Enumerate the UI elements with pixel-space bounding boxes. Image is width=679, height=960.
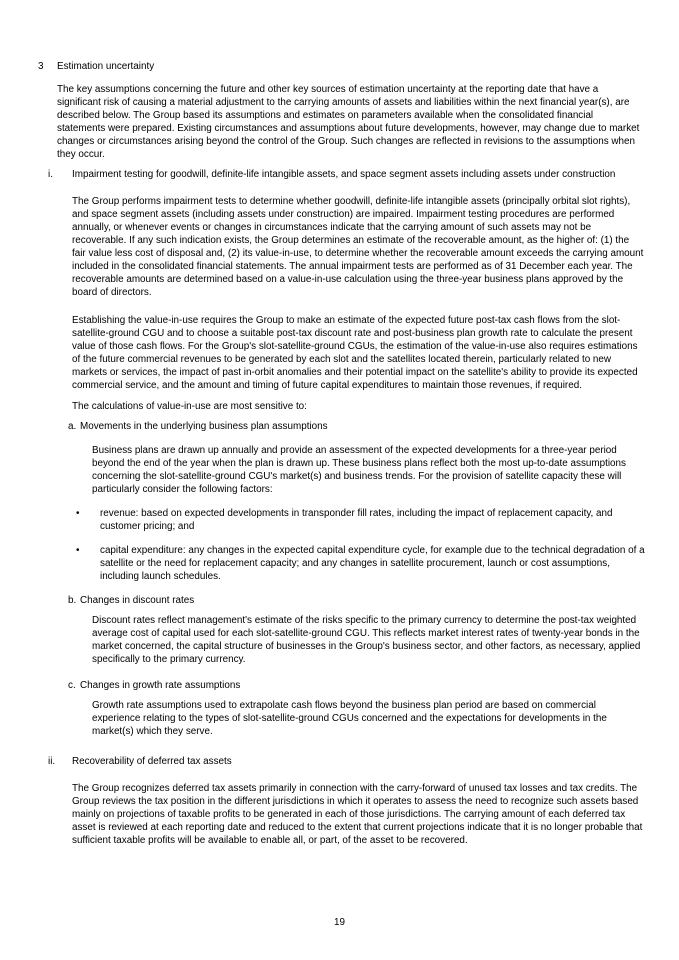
deferred-tax-paragraph: The Group recognizes deferred tax assets primarily in connection with the carry-forward of unused tax losses and tax credits. The Group reviews the tax position in the different jurisdictions in which it operates to assess the need to recognize such assets based mainly on projections of taxable profits to be generated in each of those jurisdictions. The carrying amount of each deferred tax asset is reviewed at each reporting date and reduced to the extent that current projections indicate that it is no longer probable that sufficient taxable profits will be available to enable all, or part, of the asset to be recovered. [72, 783, 643, 846]
section-heading [38, 60, 645, 73]
impairment-paragraph-2: Establishing the value-in-use requires the Group to make an estimate of the expected future post-tax cash flows from the slot-satellite-ground CGU and to choose a suitable post-tax discount rate and post-business plan growth rate to calculate the present value of those cash flows. For the Group's slot-satellite-ground CGUs, the estimation of the value-in-use also requires estimations of the future commercial revenues to be generated by each slot and the satellites located therein, particularly related to new markets or services, the impact of past in-orbit anomalies and their potential impact on the satellite's ability to provide its expected commercial service, and the amount and timing of future capital expenditures to maintain those revenues, if required. [72, 315, 638, 391]
sub-item-b-heading [68, 594, 645, 607]
bullet-capital-expenditure [76, 544, 645, 583]
item-i-heading [48, 168, 645, 181]
business-plan-paragraph: Business plans are drawn up annually and provide an assessment of the expected developments for a three-year period beyond the end of the year when the plan is drawn up. These business plans reflect both the most up-to-date assumptions concerning the slot-satellite-ground CGU's market(s) and business trends. For the provision of satellite capacity these will particularly consider the following factors: [92, 445, 626, 495]
item-i-title: Impairment testing for goodwill, definite-life intangible assets, and space segment assets including assets under construction [72, 169, 616, 180]
bullet-icon: • [76, 508, 80, 519]
item-ii-title: Recoverability of deferred tax assets [72, 756, 232, 767]
bullet-capital-expenditure-text: capital expenditure: any changes in the expected capital expenditure cycle, for example due to the technical degradation of a satellite or the need for replacement capacity; and any changes in satellite procurement, launch or cost assumptions, including launch schedules. [100, 545, 645, 582]
bullet-revenue-text: revenue: based on expected developments in transponder fill rates, including the impact of replacement capacity, and customer pricing; and [100, 508, 613, 532]
section-title: Estimation uncertainty [57, 61, 155, 72]
sub-item-c-title: Changes in growth rate assumptions [80, 680, 241, 691]
sub-item-a-marker: a. [68, 421, 77, 432]
sub-item-a-heading [68, 420, 645, 433]
item-i-marker: i. [48, 169, 53, 180]
bullet-revenue [76, 507, 645, 533]
discount-rates-paragraph: Discount rates reflect management's estimate of the risks specific to the primary currency to determine the post-tax weighted average cost of capital used for each slot-satellite-ground CGU. This reflects market interest rates of twenty-year bonds in the market concerned, the capital structure of businesses in the Group's business sector, and other factors, as necessary, applied specifically to the primary currency. [92, 615, 641, 665]
section-number: 3 [38, 61, 44, 72]
sub-item-c-heading [68, 679, 645, 692]
sub-item-b-title: Changes in discount rates [80, 595, 195, 606]
sub-item-a-title: Movements in the underlying business plan assumptions [80, 421, 328, 432]
item-ii-heading [48, 755, 645, 768]
page-number: 19 [334, 917, 345, 928]
value-in-use-lead-in: The calculations of value-in-use are most sensitive to: [72, 401, 307, 412]
impairment-paragraph-1: The Group performs impairment tests to determine whether goodwill, definite-life intangible assets (principally orbital slot rights), and space segment assets (including assets under construction) are impaired. Impairment testing procedures are performed annually, or whenever events or changes in circumstances indicate that the carrying amount of such assets may not be recoverable. If any such indication exists, the Group determines an estimate of the recoverable amount, as the higher of: (1) the fair value less cost of disposal and, (2) its value-in-use, to determine whether the recoverable amount exceeds the carrying amount included in the consolidated financial statements. The annual impairment tests are performed as of 31 December each year. The recoverable amounts are determined based on a value-in-use calculation using the three-year business plans approved by the board of directors. [72, 196, 644, 298]
item-ii-marker: ii. [48, 756, 56, 767]
intro-paragraph: The key assumptions concerning the future and other key sources of estimation uncertainty at the reporting date that have a significant risk of causing a material adjustment to the carrying amounts of assets and liabilities within the next financial year(s), are described below. The Group based its assumptions and estimates on parameters available when the consolidated financial statements were prepared. Existing circumstances and assumptions about future developments, however, may change due to market changes or circumstances arising beyond the control of the Group. Such changes are reflected in revisions to the assumptions when they occur. [57, 84, 640, 160]
sub-item-b-marker: b. [68, 595, 77, 606]
bullet-icon: • [76, 545, 80, 556]
sub-item-c-marker: c. [68, 680, 76, 691]
growth-rate-paragraph: Growth rate assumptions used to extrapolate cash flows beyond the business plan period are based on commercial experience relating to the types of slot-satellite-ground CGUs concerned and the expectations for developments in the market(s) which they serve. [92, 700, 607, 737]
